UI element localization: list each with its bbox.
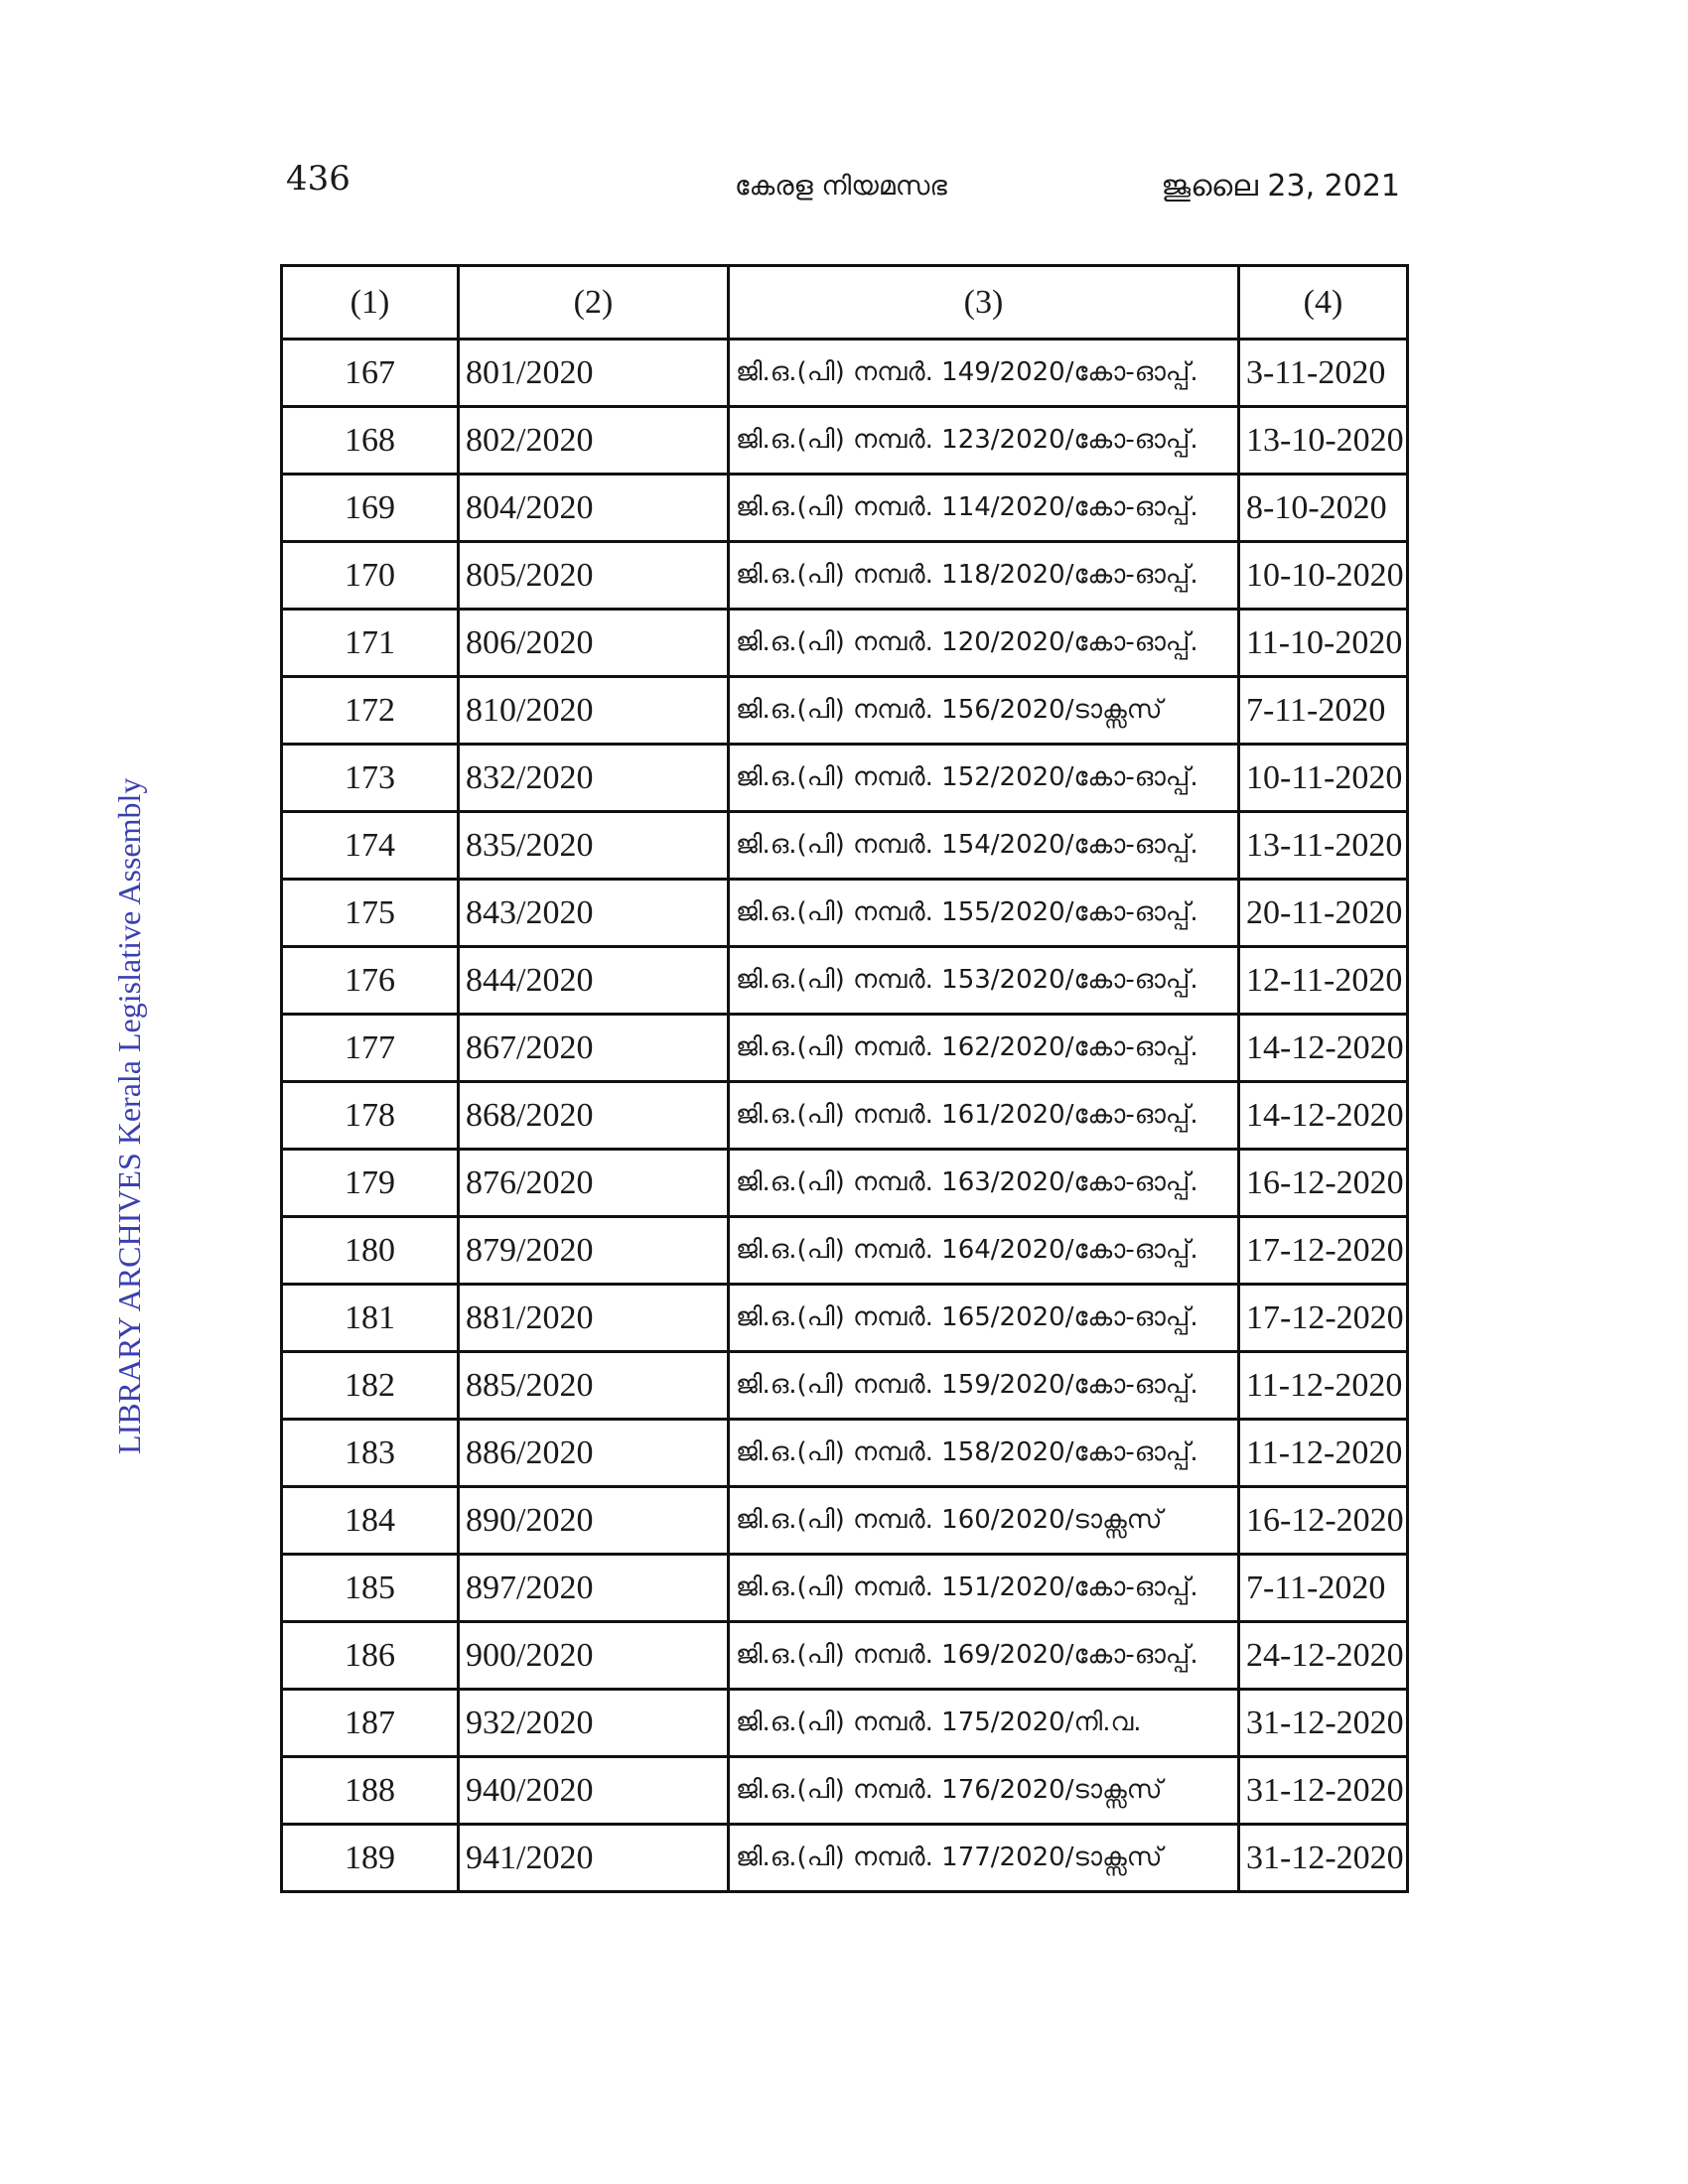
table-cell-c2: 879/2020 — [459, 1217, 729, 1285]
table-row — [282, 610, 1408, 677]
table-row — [282, 812, 1408, 880]
table-row — [282, 1015, 1408, 1082]
table-row — [282, 1150, 1408, 1217]
table-cell-c4: 8-10-2020 — [1239, 475, 1408, 542]
table-cell-c3: ജി.ഒ.(പി) നമ്പർ. 161/2020/കോ-ഓപ്പ്. — [729, 1082, 1239, 1150]
table-cell-c2: 941/2020 — [459, 1825, 729, 1892]
table-cell-c4: 13-10-2020 — [1239, 407, 1408, 475]
table-cell-c1: 181 — [282, 1285, 459, 1352]
table-row — [282, 340, 1408, 407]
table-cell-c2: 806/2020 — [459, 610, 729, 677]
table-cell-c4: 31-12-2020 — [1239, 1690, 1408, 1757]
table-cell-c2: 832/2020 — [459, 745, 729, 812]
table-cell-c4: 12-11-2020 — [1239, 947, 1408, 1015]
table-cell-c4: 14-12-2020 — [1239, 1082, 1408, 1150]
page-number: 436 — [286, 159, 351, 199]
table-cell-c1: 178 — [282, 1082, 459, 1150]
table-cell-c1: 167 — [282, 340, 459, 407]
table-cell-c4: 31-12-2020 — [1239, 1757, 1408, 1825]
table-cell-c2: 867/2020 — [459, 1015, 729, 1082]
table-cell-c4: 17-12-2020 — [1239, 1285, 1408, 1352]
table-cell-c2: 810/2020 — [459, 677, 729, 745]
table-cell-c2: 900/2020 — [459, 1622, 729, 1690]
table-cell-c4: 11-10-2020 — [1239, 610, 1408, 677]
table-cell-c3: ജി.ഒ.(പി) നമ്പർ. 152/2020/കോ-ഓപ്പ്. — [729, 745, 1239, 812]
table-cell-c1: 174 — [282, 812, 459, 880]
table-cell-c1: 187 — [282, 1690, 459, 1757]
table-cell-c4: 13-11-2020 — [1239, 812, 1408, 880]
table-row — [282, 947, 1408, 1015]
table-cell-c2: 868/2020 — [459, 1082, 729, 1150]
table-cell-c1: 184 — [282, 1487, 459, 1555]
table-cell-c3: ജി.ഒ.(പി) നമ്പർ. 175/2020/നി.വ. — [729, 1690, 1239, 1757]
table-cell-c3: ജി.ഒ.(പി) നമ്പർ. 159/2020/കോ-ഓപ്പ്. — [729, 1352, 1239, 1420]
column-header-4: (4) — [1239, 266, 1408, 340]
table-header-row — [282, 266, 1408, 340]
table-cell-c1: 180 — [282, 1217, 459, 1285]
table-cell-c3: ജി.ഒ.(പി) നമ്പർ. 114/2020/കോ-ഓപ്പ്. — [729, 475, 1239, 542]
table-cell-c3: ജി.ഒ.(പി) നമ്പർ. 118/2020/കോ-ഓപ്പ്. — [729, 542, 1239, 610]
table-row — [282, 677, 1408, 745]
table-cell-c1: 186 — [282, 1622, 459, 1690]
table-cell-c2: 932/2020 — [459, 1690, 729, 1757]
table-cell-c3: ജി.ഒ.(പി) നമ്പർ. 158/2020/കോ-ഓപ്പ്. — [729, 1420, 1239, 1487]
table-cell-c4: 24-12-2020 — [1239, 1622, 1408, 1690]
column-header-3: (3) — [729, 266, 1239, 340]
table-cell-c1: 176 — [282, 947, 459, 1015]
table-cell-c3: ജി.ഒ.(പി) നമ്പർ. 165/2020/കോ-ഓപ്പ്. — [729, 1285, 1239, 1352]
table-cell-c1: 172 — [282, 677, 459, 745]
table-cell-c3: ജി.ഒ.(പി) നമ്പർ. 155/2020/കോ-ഓപ്പ്. — [729, 880, 1239, 947]
table-cell-c3: ജി.ഒ.(പി) നമ്പർ. 177/2020/ടാക്സസ് — [729, 1825, 1239, 1892]
table-cell-c3: ജി.ഒ.(പി) നമ്പർ. 156/2020/ടാക്സസ് — [729, 677, 1239, 745]
table-cell-c1: 170 — [282, 542, 459, 610]
table-cell-c1: 183 — [282, 1420, 459, 1487]
table-row — [282, 1082, 1408, 1150]
table-cell-c4: 11-12-2020 — [1239, 1352, 1408, 1420]
table-cell-c1: 177 — [282, 1015, 459, 1082]
page-title: കേരള നിയമസഭ — [735, 171, 947, 202]
table-cell-c2: 890/2020 — [459, 1487, 729, 1555]
table-cell-c1: 168 — [282, 407, 459, 475]
table-row — [282, 1690, 1408, 1757]
table-cell-c2: 844/2020 — [459, 947, 729, 1015]
table-cell-c2: 881/2020 — [459, 1285, 729, 1352]
table-cell-c1: 188 — [282, 1757, 459, 1825]
table-row — [282, 475, 1408, 542]
table-cell-c4: 7-11-2020 — [1239, 1555, 1408, 1622]
table-cell-c1: 185 — [282, 1555, 459, 1622]
table-row — [282, 1555, 1408, 1622]
table-cell-c1: 179 — [282, 1150, 459, 1217]
table-row — [282, 1217, 1408, 1285]
table-cell-c3: ജി.ഒ.(പി) നമ്പർ. 151/2020/കോ-ഓപ്പ്. — [729, 1555, 1239, 1622]
table-cell-c2: 940/2020 — [459, 1757, 729, 1825]
table-cell-c3: ജി.ഒ.(പി) നമ്പർ. 164/2020/കോ-ഓപ്പ്. — [729, 1217, 1239, 1285]
table-cell-c2: 805/2020 — [459, 542, 729, 610]
table-row — [282, 1420, 1408, 1487]
table-cell-c4: 17-12-2020 — [1239, 1217, 1408, 1285]
table-cell-c3: ജി.ഒ.(പി) നമ്പർ. 154/2020/കോ-ഓപ്പ്. — [729, 812, 1239, 880]
archive-watermark: LIBRARY ARCHIVES Kerala Legislative Assembly — [111, 777, 147, 1454]
table-cell-c3: ജി.ഒ.(പി) നമ്പർ. 153/2020/കോ-ഓപ്പ്. — [729, 947, 1239, 1015]
page-date: ജൂലൈ 23, 2021 — [1161, 169, 1400, 204]
table-cell-c2: 835/2020 — [459, 812, 729, 880]
table-row — [282, 745, 1408, 812]
table-row — [282, 1487, 1408, 1555]
table-cell-c4: 16-12-2020 — [1239, 1487, 1408, 1555]
table-cell-c2: 801/2020 — [459, 340, 729, 407]
table-cell-c3: ജി.ഒ.(പി) നമ്പർ. 123/2020/കോ-ഓപ്പ്. — [729, 407, 1239, 475]
table-cell-c4: 16-12-2020 — [1239, 1150, 1408, 1217]
table-cell-c1: 173 — [282, 745, 459, 812]
table-cell-c3: ജി.ഒ.(പി) നമ്പർ. 169/2020/കോ-ഓപ്പ്. — [729, 1622, 1239, 1690]
table-cell-c2: 876/2020 — [459, 1150, 729, 1217]
records-table — [280, 264, 1409, 1893]
table-cell-c2: 804/2020 — [459, 475, 729, 542]
column-header-2: (2) — [459, 266, 729, 340]
table-cell-c3: ജി.ഒ.(പി) നമ്പർ. 160/2020/ടാക്സസ് — [729, 1487, 1239, 1555]
table-row — [282, 1352, 1408, 1420]
table-cell-c2: 885/2020 — [459, 1352, 729, 1420]
table-cell-c2: 802/2020 — [459, 407, 729, 475]
table-cell-c3: ജി.ഒ.(പി) നമ്പർ. 162/2020/കോ-ഓപ്പ്. — [729, 1015, 1239, 1082]
table-cell-c1: 189 — [282, 1825, 459, 1892]
table-cell-c4: 3-11-2020 — [1239, 340, 1408, 407]
table-row — [282, 407, 1408, 475]
table-cell-c3: ജി.ഒ.(പി) നമ്പർ. 120/2020/കോ-ഓപ്പ്. — [729, 610, 1239, 677]
table-cell-c4: 11-12-2020 — [1239, 1420, 1408, 1487]
table-cell-c3: ജി.ഒ.(പി) നമ്പർ. 149/2020/കോ-ഓപ്പ്. — [729, 340, 1239, 407]
table-row — [282, 1285, 1408, 1352]
table-cell-c3: ജി.ഒ.(പി) നമ്പർ. 163/2020/കോ-ഓപ്പ്. — [729, 1150, 1239, 1217]
table-row — [282, 880, 1408, 947]
table-cell-c2: 886/2020 — [459, 1420, 729, 1487]
table-row — [282, 542, 1408, 610]
table-cell-c4: 31-12-2020 — [1239, 1825, 1408, 1892]
table-cell-c4: 10-11-2020 — [1239, 745, 1408, 812]
table-cell-c4: 14-12-2020 — [1239, 1015, 1408, 1082]
column-header-1: (1) — [282, 266, 459, 340]
table-cell-c4: 7-11-2020 — [1239, 677, 1408, 745]
table-cell-c4: 20-11-2020 — [1239, 880, 1408, 947]
table-row — [282, 1622, 1408, 1690]
table-cell-c3: ജി.ഒ.(പി) നമ്പർ. 176/2020/ടാക്സസ് — [729, 1757, 1239, 1825]
table-cell-c2: 843/2020 — [459, 880, 729, 947]
table-cell-c4: 10-10-2020 — [1239, 542, 1408, 610]
table-cell-c2: 897/2020 — [459, 1555, 729, 1622]
table-row — [282, 1825, 1408, 1892]
table-cell-c1: 175 — [282, 880, 459, 947]
table-cell-c1: 169 — [282, 475, 459, 542]
table-cell-c1: 171 — [282, 610, 459, 677]
table-row — [282, 1757, 1408, 1825]
table-cell-c1: 182 — [282, 1352, 459, 1420]
